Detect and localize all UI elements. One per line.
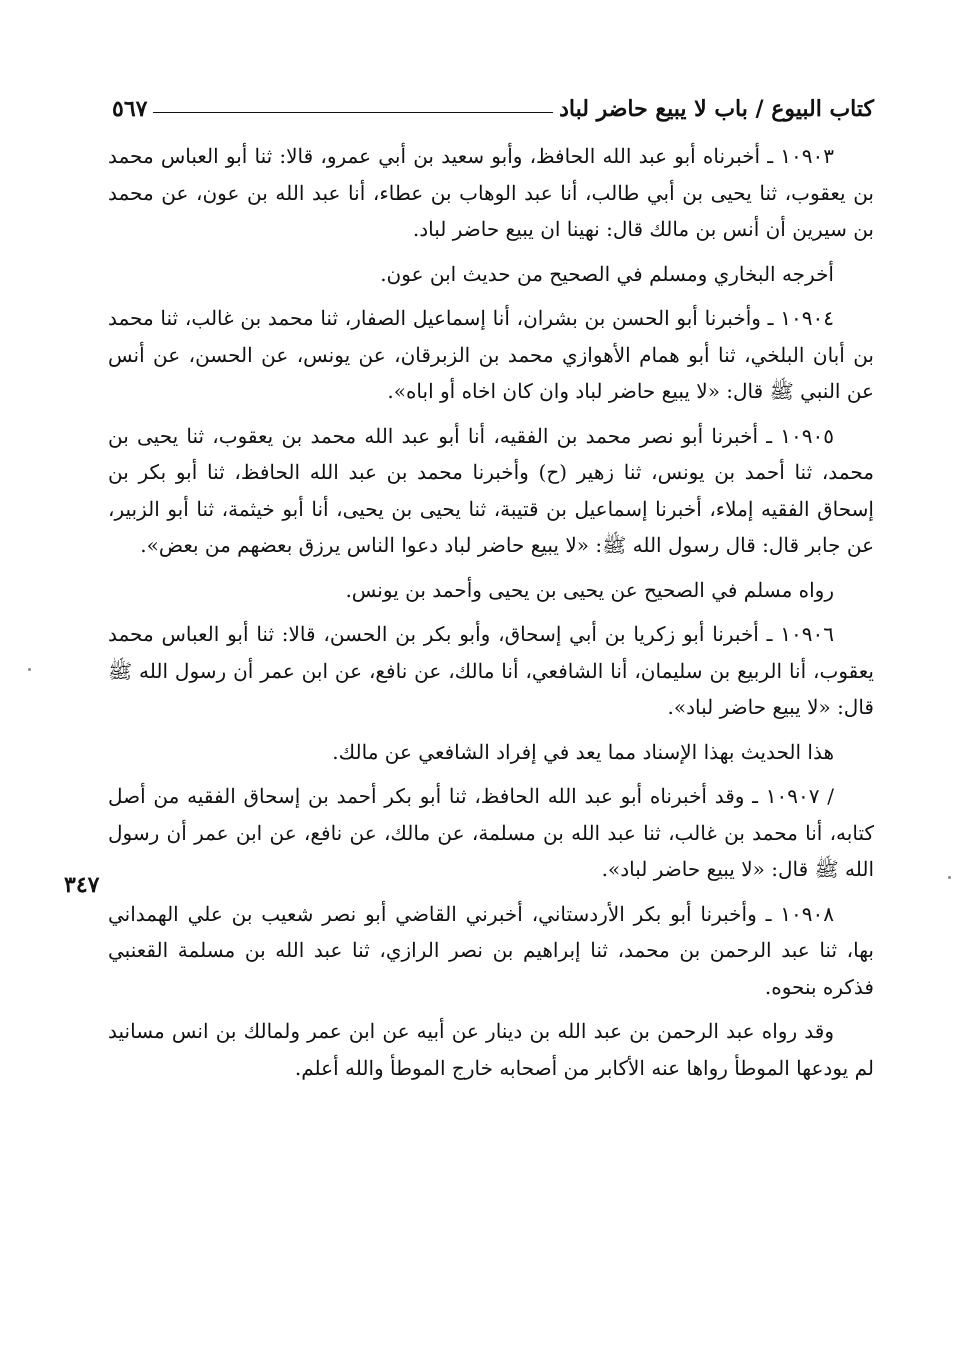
hadith-10908: ١٠٩٠٨ ـ وأخبرنا أبو بكر الأردستاني، أخبرني القاضي أبو نصر شعيب بن علي الهمداني بها، ثنا عبد الرحمن بن محمد، ثنا إبراهيم بن نصر الرازي، ثنا عبد الله بن مسلمة القعنبي فذكره بنحوه. (108, 901, 874, 999)
commentary-closing: وقد رواه عبد الرحمن بن عبد الله بن دينار عن أبيه عن ابن عمر ولمالك بن انس مسانيد لم يودعها الموطأ رواها عنه الأكابر من أصحابه خارج الموطأ والله أعلم. (108, 1019, 874, 1080)
header-rule (153, 112, 553, 113)
commentary-bukhari-muslim: أخرجه البخاري ومسلم في الصحيح من حديث ابن عون. (380, 261, 834, 286)
hadith-10907: / ١٠٩٠٧ ـ وقد أخبرناه أبو عبد الله الحافظ، ثنا أبو بكر أحمد بن إسحاق الفقيه من أصل كتابه، أنا محمد بن غالب، ثنا عبد الله بن مسلمة، عن مالك، عن نافع، عن ابن عمر أن رسول الله ﷺ قال: «لا يبيع حاضر لباد». (108, 784, 874, 881)
scan-speck (948, 876, 951, 879)
running-title: كتاب البيوع / باب لا يبيع حاضر لباد (559, 96, 874, 122)
hadith-10903: ١٠٩٠٣ ـ أخبرناه أبو عبد الله الحافظ، وأبو سعيد بن أبي عمرو، قالا: ثنا أبو العباس محمد بن يعقوب، ثنا يحيى بن أبي طالب، أنا عبد الوهاب بن عطاء، أنا عبد الله بن عون، عن محمد بن سيرين أن أنس بن مالك قال: نهينا ان يبيع حاضر لباد. (108, 144, 874, 241)
scan-speck (28, 668, 31, 671)
page-number: ٥٦٧ (112, 96, 148, 122)
margin-folio-number: ٣٤٧ (64, 872, 100, 898)
hadith-10906: ١٠٩٠٦ ـ أخبرنا أبو زكريا بن أبي إسحاق، وأبو بكر بن الحسن، قالا: ثنا أبو العباس محمد يعقوب، أنا الربيع بن سليمان، أنا الشافعي، أنا مالك، عن نافع، عن ابن عمر أن رسول الله ﷺ قال: «لا يبيع حاضر لباد». (108, 622, 874, 719)
page-header (112, 82, 874, 122)
hadith-10905: ١٠٩٠٥ ـ أخبرنا أبو نصر محمد بن الفقيه، أنا أبو عبد الله محمد بن يعقوب، ثنا يحيى بن محمد، ثنا أحمد بن يونس، ثنا زهير (ح) وأخبرنا محمد بن عبد الله الحافظ، ثنا أبو بكر بن إسحاق الفقيه إملاء، أخبرنا إسماعيل بن قتيبة، ثنا يحيى بن يحيى، أنا أبو خيثمة، ثنا أبو الزبير، عن جابر قال: قال رسول الله ﷺ: «لا يبيع حاضر لباد دعوا الناس يرزق بعضهم من بعض». (108, 423, 874, 557)
commentary-shafii: هذا الحديث بهذا الإسناد مما يعد في إفراد الشافعي عن مالك. (332, 739, 834, 764)
page-body (108, 138, 874, 1094)
hadith-10904: ١٠٩٠٤ ـ وأخبرنا أبو الحسن بن بشران، أنا إسماعيل الصفار، ثنا محمد بن غالب، ثنا محمد بن أبان البلخي، ثنا أبو همام الأهوازي محمد بن الزبرقان، عن يونس، عن الحسن، عن أنس عن النبي ﷺ قال: «لا يبيع حاضر لباد وان كان اخاه أو اباه». (108, 306, 874, 403)
commentary-muslim: رواه مسلم في الصحيح عن يحيى بن يحيى وأحمد بن يونس. (345, 577, 834, 602)
